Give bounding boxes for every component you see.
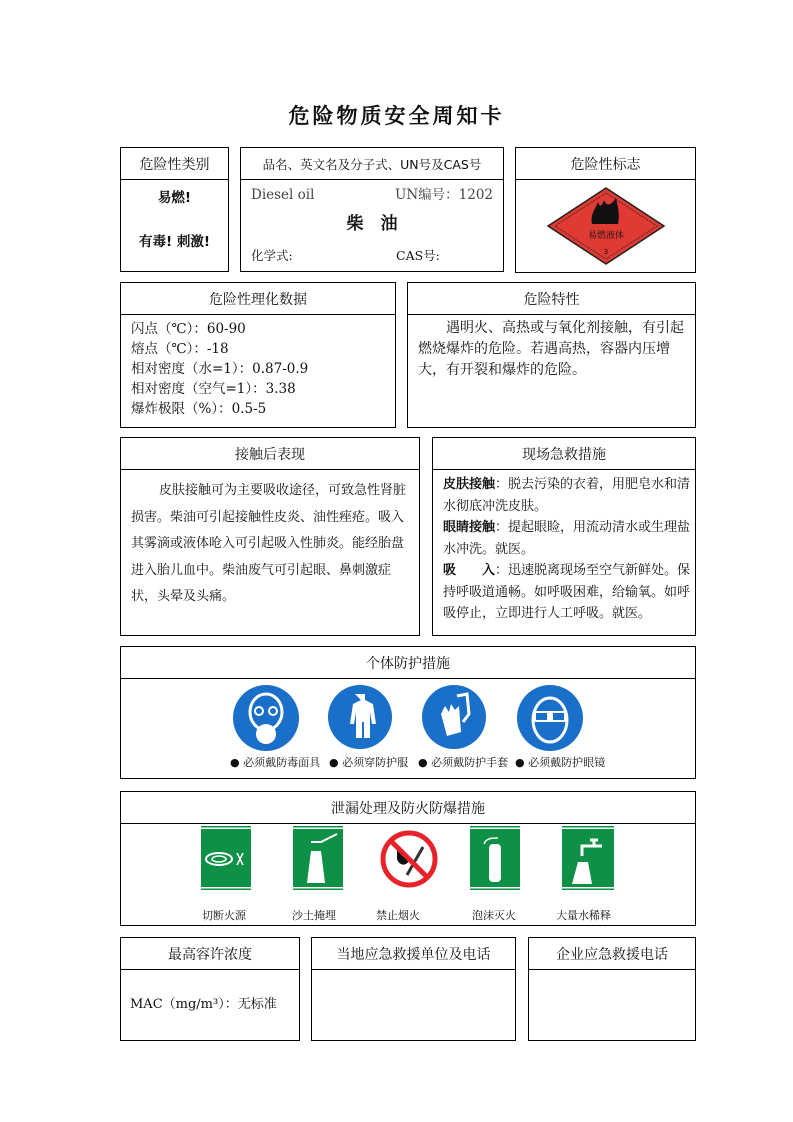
first-aid-eyes: 眼睛接触：提起眼睑，用流动清水或生理盐水冲洗。就医。	[443, 520, 691, 557]
first-aid-inhalation: 吸 入：迅速脱离现场至空气新鲜处。保持呼吸道通畅。如呼吸困难，给输氧。如呼吸停止，立即进行人工呼吸。就医。	[443, 563, 691, 621]
leak-label: 切断火源	[202, 909, 246, 922]
mac-box	[120, 937, 300, 1041]
section-header: 接触后表现	[121, 438, 419, 470]
gas-mask-icon	[232, 684, 300, 752]
water-dilution-icon	[562, 826, 614, 890]
identity-box	[240, 147, 504, 272]
symptoms-text: 皮肤接触可为主要吸收途径，可致急性肾脏损害。柴油可引起接触性皮炎、油性痤疮。吸入其雾滴或液体呛入可引起吸入性肺炎。能经胎盘进入胎儿血中。柴油废气可引起眼、鼻刺激症状，头晕及头痛。	[131, 483, 407, 604]
section-header: 当地应急救援单位及电话	[312, 938, 515, 970]
section-header: 最高容许浓度	[121, 938, 299, 970]
safety-goggles-icon	[516, 684, 584, 752]
physchem-line: 爆炸极限（%）：0.5-5	[131, 401, 267, 417]
section-header: 个体防护措施	[121, 647, 695, 679]
sand-cover-icon	[293, 826, 343, 890]
page-title: 危险物质安全周知卡	[288, 104, 505, 128]
physchem-box	[120, 282, 396, 428]
section-header: 危险特性	[408, 283, 695, 315]
physchem-line: 闪点（℃）：60-90	[131, 321, 246, 337]
foam-extinguisher-icon	[470, 826, 520, 890]
class-number: 3	[603, 248, 609, 256]
ppe-label: ● 必须戴防护手套	[418, 756, 509, 769]
section-header: 危险性标志	[516, 148, 695, 180]
hazard-sign-box	[515, 147, 696, 273]
cas-number: CAS号:	[396, 248, 440, 263]
sign-text: 易燃液体	[587, 231, 625, 241]
first-aid-box	[432, 437, 696, 636]
section-header: 危险性理化数据	[121, 283, 395, 315]
hazard-props-box	[407, 282, 696, 428]
hazard-item: 易燃!	[157, 190, 192, 206]
leak-label: 禁止烟火	[376, 909, 420, 922]
ppe-label: ● 必须戴防护眼镜	[515, 756, 606, 769]
chinese-name: 柴 油	[346, 214, 398, 234]
local-rescue-box	[311, 937, 516, 1041]
hazard-props-text: 遇明火、高热或与氧化剂接触，有引起燃烧爆炸的危险。若遇高热，容器内压增大，有开裂和爆炸的危险。	[418, 320, 684, 378]
un-number: UN编号：1202	[394, 187, 493, 203]
protective-gloves-icon	[421, 684, 487, 750]
hazard-item: 有毒! 刺激!	[138, 234, 210, 250]
section-header: 企业应急救援电话	[529, 938, 695, 970]
section-header: 品名、英文名及分子式、UN号及CAS号	[241, 148, 503, 180]
ppe-label: ● 必须穿防护服	[329, 756, 409, 769]
section-header: 泄漏处理及防火防爆措施	[121, 792, 695, 824]
first-aid-text	[443, 474, 693, 625]
section-header: 危险性类别	[121, 148, 228, 180]
protective-suit-icon	[327, 684, 393, 750]
formula: 化学式:	[251, 248, 293, 263]
no-smoking-no-fire-icon	[379, 829, 439, 889]
leak-label: 沙土掩埋	[292, 909, 336, 922]
physchem-line: 熔点（℃）：-18	[131, 341, 229, 357]
first-aid-skin: 皮肤接触：脱去污染的衣着，用肥皂水和清水彻底冲洗皮肤。	[443, 477, 691, 514]
mac-value: MAC（mg/m³）：无标准	[130, 997, 277, 1012]
physchem-line: 相对密度（水=1）：0.87-0.9	[131, 361, 309, 377]
section-header: 现场急救措施	[433, 438, 695, 470]
symptoms-box	[120, 437, 420, 636]
physchem-line: 相对密度（空气=1）：3.38	[131, 381, 296, 397]
leak-label: 大量水稀释	[556, 909, 611, 922]
ppe-label: ● 必须戴防毒面具	[230, 756, 321, 769]
cut-off-fire-source-icon	[201, 826, 251, 890]
flammable-liquid-diamond-icon	[546, 186, 666, 266]
leak-label: 泡沫灭火	[472, 909, 516, 922]
company-rescue-box	[528, 937, 696, 1041]
english-name: Diesel oil	[251, 187, 315, 203]
hazard-category-box	[120, 147, 229, 272]
